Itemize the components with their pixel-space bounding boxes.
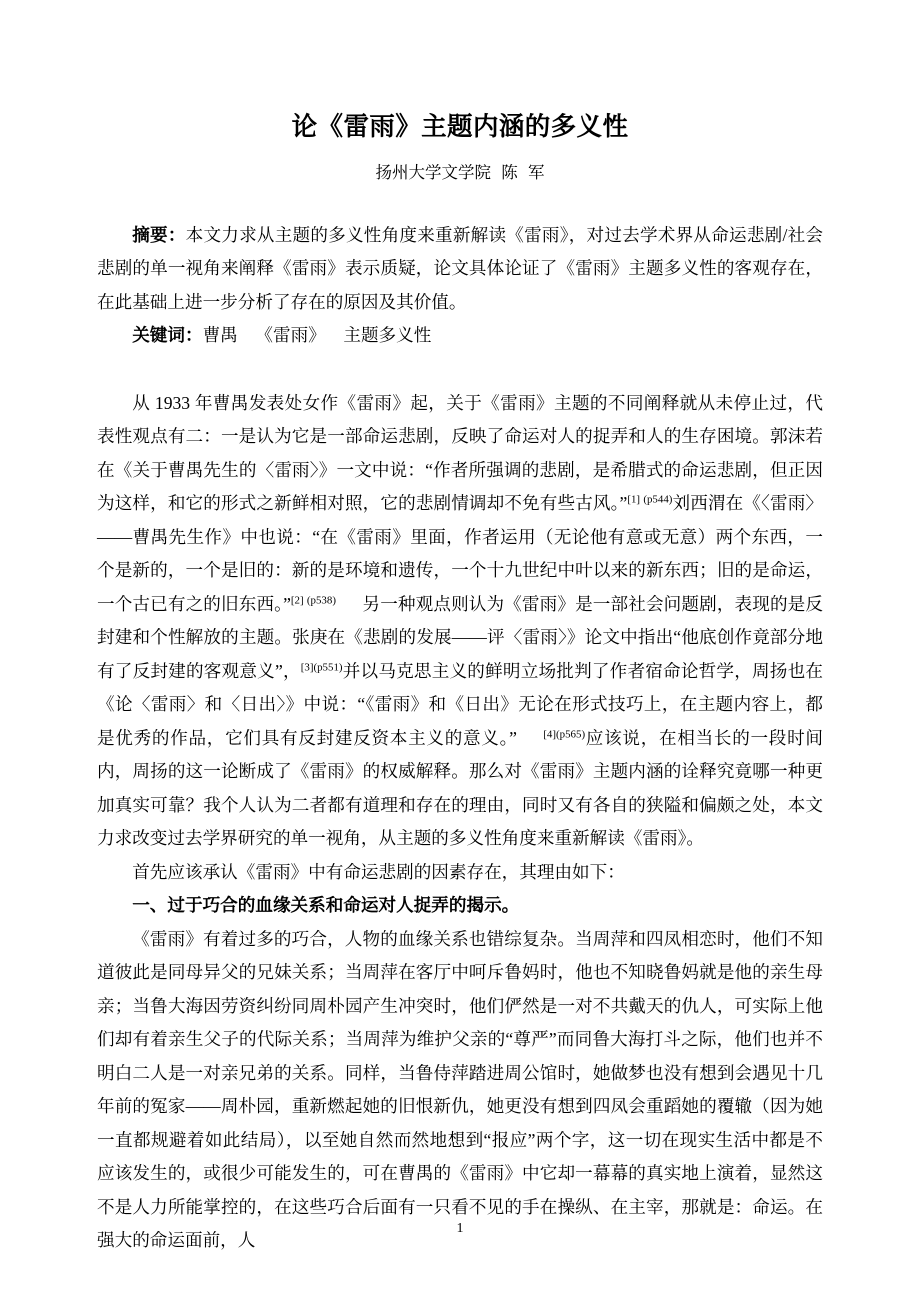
page-number: 1 <box>456 1221 464 1236</box>
paragraph-segment-5: 应该说，在相当长的一段时间内，周扬的这一论断成了《雷雨》的权威解释。那么对《雷雨》主题内涵的诠释究竟哪一种更加真实可靠？我个人认为二者都有道理和存在的理由，同时又有各自的狭隘和偏颇之处，本文力求改变过去学界研究的单一视角，从主题的多义性角度来重新解读《雷雨》。 <box>97 727 823 849</box>
keyword-item-3: 主题多义性 <box>343 325 432 346</box>
paragraph-segment-2: 刘西渭在《〈雷雨〉——曹禺先生作》中也说：“在《雷雨》里面，作者运用（无论他有意或无意）两个东西，一个是新的，一个是旧的：新的是环境和遗传，一个十九世纪中叶以来的新东西；旧的是命运，一个古已有之的旧东西。” <box>97 493 824 614</box>
abstract-text: 本文力求从主题的多义性角度来重新解读《雷雨》，对过去学术界从命运悲剧/社会悲剧的单一视角来阐释《雷雨》表示质疑，论文具体论证了《雷雨》主题多义性的客观存在，在此基础上进一步分析了存在的原因及其价值。 <box>97 224 823 312</box>
citation-page-3: (p551) <box>313 660 343 673</box>
body-paragraph-2: 首先应该承认《雷雨》中有命运悲剧的因素存在，其理由如下： <box>132 861 625 882</box>
author-name-surname: 陈 <box>501 163 518 183</box>
author-name-given: 军 <box>527 163 545 183</box>
author-line <box>97 144 823 184</box>
abstract-paragraph <box>97 185 823 320</box>
section-heading-1: 一、过于巧合的血缘关系和命运对人捉弄的揭示。 <box>132 895 520 916</box>
body-paragraph-3: 《雷雨》有着过多的巧合，人物的血缘关系也错综复杂。当周萍和四凤相恋时，他们不知道彼此是同母异父的兄妹关系；当周萍在客厅中呵斥鲁妈时，他也不知晓鲁妈就是他的亲生母亲；当鲁大海因劳资纠纷同周朴园产生冲突时，他们俨然是一对不共戴天的仇人，可实际上他们却有着亲生父子的代际关系；当周萍为维护父亲的“尊严”而同鲁大海打斗之际，他们也并不明白二人是一对亲兄弟的关系。同样，当鲁侍萍踏进周公馆时，她做梦也没有想到会遇见十几年前的冤家——周朴园，重新燃起她的旧恨新仇，她更没有想到四凤会重蹈她的覆辙（因为她一直都规避着如此结局），以至她自然而然地想到“报应”两个字，这一切在现实生活中都是不应该发生的，或很少可能发生的，可在曹禺的《雷雨》中它却一幕幕的真实地上演着，显然这不是人力所能掌控的，在这些巧合后面有一只看不见的手在操纵、在主宰，那就是：命运。在强大的命运面前，人 <box>97 928 823 1251</box>
body-paragraph-1 <box>97 353 823 856</box>
author-affiliation: 扬州大学文学院 <box>375 163 492 183</box>
citation-ref-1: [1] <box>627 493 641 506</box>
abstract-label: 摘要： <box>132 224 186 245</box>
keywords-label: 关键词： <box>132 325 203 346</box>
citation-ref-3: [3] <box>300 660 314 673</box>
citation-page-1: (p544) <box>643 493 673 506</box>
paragraph-segment-1: 从 1933 年曹禺发表处女作《雷雨》起，关于《雷雨》主题的不同阐释就从未停止过，代表性观点有二：一是认为它是一部命运悲剧，反映了命运对人的捉弄和人的生存困境。郭沫若在《关于曹禺先生的〈雷雨〉》一文中说：“作者所强调的悲剧，是希腊式的命运悲剧，但正因为这样，和它的形式之新鲜相对照，它的悲剧情调却不免有些古风。” <box>97 392 823 514</box>
paragraph-segment-3: 另一种观点则认为《雷雨》是一部社会问题剧，表现的是反封建和个性解放的主题。张庚在《悲剧的发展——评〈雷雨〉》论文中指出“他底创作竟部分地有了反封建的客观意义”， <box>97 593 823 681</box>
keyword-item-1: 曹禺 <box>202 325 238 346</box>
citation-page-4: (p565) <box>556 727 586 740</box>
paragraph-segment-4: 并以马克思主义的鲜明立场批判了作者宿命论哲学，周扬也在《论〈雷雨〉和〈日出〉》中说：“《雷雨》和《日出》无论在形式技巧上，在主题内容上，都是优秀的作品，它们具有反封建反资本主义的意义。” <box>97 660 823 748</box>
keywords-paragraph <box>97 319 823 353</box>
citation-page-2: (p538) <box>306 593 336 606</box>
page-content <box>97 0 823 1258</box>
citation-ref-4: [4] <box>543 727 557 740</box>
page-title: 论《雷雨》主题内涵的多义性 <box>291 112 629 141</box>
keyword-item-2: 《雷雨》 <box>255 325 326 346</box>
citation-ref-2: [2] <box>290 593 304 606</box>
